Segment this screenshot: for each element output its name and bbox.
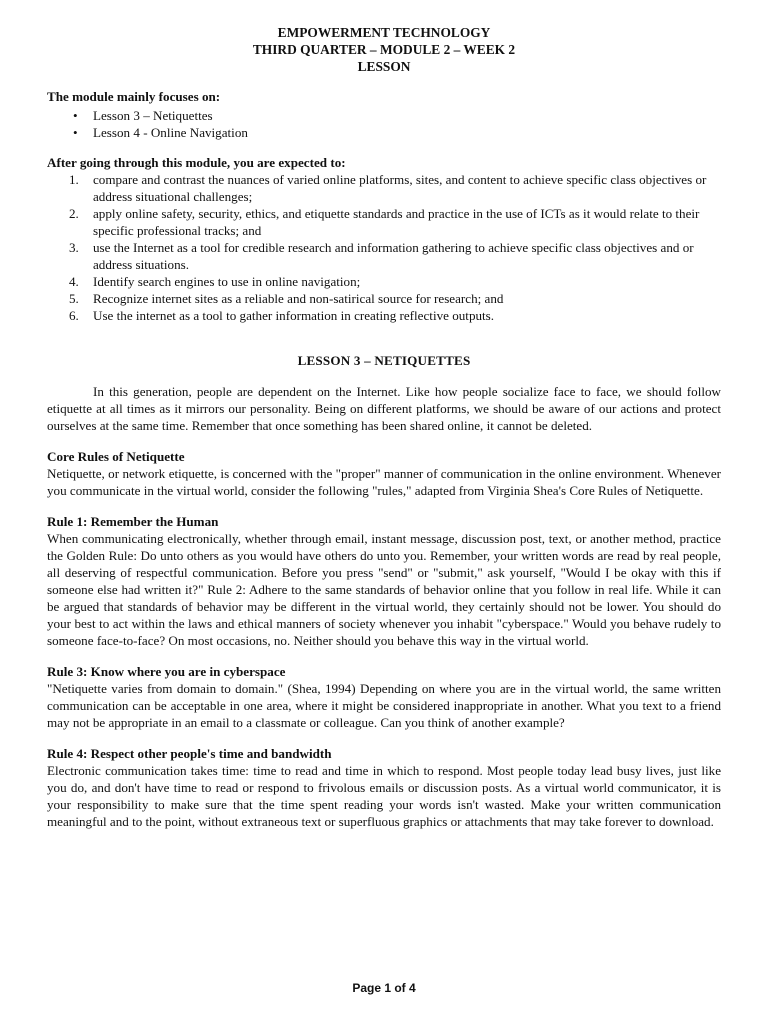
- objective-text: Identify search engines to use in online navigation;: [93, 274, 361, 289]
- focus-list: [47, 107, 721, 141]
- objectives-heading: After going through this module, you are expected to:: [47, 155, 346, 170]
- objective-number: 3.: [69, 240, 79, 255]
- objective-item: [47, 290, 721, 307]
- objective-text: compare and contrast the nuances of varied online platforms, sites, and content to achieve specific class objectives or address situational challenges;: [93, 172, 707, 204]
- objective-number: 5.: [69, 291, 79, 306]
- focus-heading: The module mainly focuses on:: [47, 89, 221, 104]
- objective-number: 4.: [69, 274, 79, 289]
- objective-text: Recognize internet sites as a reliable and non-satirical source for research; and: [93, 291, 504, 306]
- rule3-section: [47, 663, 721, 731]
- objective-text: use the Internet as a tool for credible research and information gathering to achieve specific class objectives and or address situations.: [93, 240, 694, 272]
- rule1-section: [47, 513, 721, 649]
- page-number: Page 1 of 4: [352, 981, 416, 995]
- document-page: [47, 24, 721, 830]
- core-rules-paragraph: Netiquette, or network etiquette, is concerned with the "proper" manner of communication in the online environment. Whenever you communicate in the virtual world, consider the following "rules," adapted from Virginia Shea's Core Rules of Netiquette.: [47, 466, 721, 498]
- objective-number: 6.: [69, 308, 79, 323]
- intro-paragraph: In this generation, people are dependent on the Internet. Like how people socialize face to face, we should follow etiquette at all times as it mirrors our personality. Being on different platforms, we should be aware of our actions and protect ourselves at the same time. Remember that once something has been shared online, it cannot be deleted.: [47, 384, 721, 433]
- focus-item: • Lesson 4 - Online Navigation: [93, 124, 721, 141]
- lesson-heading: LESSON 3 – NETIQUETTES: [297, 353, 471, 368]
- lesson-title: LESSON: [357, 59, 411, 74]
- objectives-list: [47, 171, 721, 324]
- objectives-section: [47, 154, 721, 324]
- objective-number: 1.: [69, 172, 79, 187]
- focus-item: • Lesson 3 – Netiquettes: [93, 107, 721, 124]
- objective-number: 2.: [69, 206, 79, 221]
- objective-item: [47, 273, 721, 290]
- objective-text: apply online safety, security, ethics, and etiquette standards and practice in the use of ICTs as it would relate to their specific professional tracks; and: [93, 206, 700, 238]
- core-rules-heading: Core Rules of Netiquette: [47, 449, 185, 464]
- rule4-paragraph: Electronic communication takes time: time to read and time in which to respond. Most people today lead busy lives, just like you do, and don't have time to read or respond to frivolous emails or discussion posts. As a virtual world communicator, it is your responsibility to make sure that the time spent reading your words isn't wasted. Make your written communication meaningful and to the point, without extraneous text or superfluous graphics or attachments that may take forever to download.: [47, 763, 721, 829]
- subject-title: EMPOWERMENT TECHNOLOGY: [277, 25, 491, 40]
- objective-item: [47, 239, 721, 273]
- focus-section: [47, 88, 721, 141]
- rule3-paragraph: "Netiquette varies from domain to domain." (Shea, 1994) Depending on where you are in the virtual world, the same written communication can be acceptable in one area, where it might be considered inappropriate in another. What you text to a friend may not be appropriate in an email to a classmate or colleague. Can you think of another example?: [47, 681, 721, 730]
- rule1-heading: Rule 1: Remember the Human: [47, 514, 219, 529]
- document-header: [47, 24, 721, 75]
- objective-item: [47, 171, 721, 205]
- objective-item: [47, 205, 721, 239]
- objective-text: Use the internet as a tool to gather information in creating reflective outputs.: [93, 308, 495, 323]
- rule4-section: [47, 745, 721, 830]
- objective-item: [47, 307, 721, 324]
- rule1-paragraph: When communicating electronically, whether through email, instant message, discussion post, text, or another method, practice the Golden Rule: Do unto others as you would have others do unto you. Remember, your written words are read by real people, all deserving of respectful communication. Before you press "send" or "submit," ask yourself, "Would I be okay with this if someone else had written it?" Rule 2: Adhere to the same standards of behavior online that you follow in real life. While it can be argued that standards of behavior may be different in the virtual world, they certainly should not be lower. You should do your best to act within the laws and ethical manners of society whenever you inhabit "cyberspace." Would you behave rudely to someone face-to-face? On most occasions, no. Neither should you behave this way in the virtual world.: [47, 531, 721, 648]
- rule4-heading: Rule 4: Respect other people's time and bandwidth: [47, 746, 332, 761]
- quarter-module-title: THIRD QUARTER – MODULE 2 – WEEK 2: [252, 42, 516, 57]
- rule3-heading: Rule 3: Know where you are in cyberspace: [47, 664, 286, 679]
- core-rules-section: [47, 448, 721, 499]
